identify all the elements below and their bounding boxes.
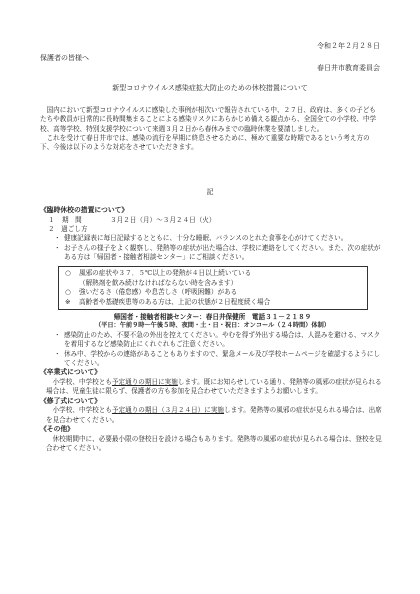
- list-item: [40, 234, 385, 243]
- list-item-text: お子さんの様子をよく観察し、発熱等の症状が出た場合は、学校に連絡をしてください。また、次の症状がある方は「帰国者・接触者相談センター」にご相談ください。: [64, 243, 381, 262]
- intro-paragraph: 国内において新型コロナウイルスに感染した事例が相次いで報告されている中、２７日、政府は、多くの子どもたちや教員が日常的に長時間集まることによる感染リスクにあらかじめ備える観点から、全国全ての小学校、中学校、高等学校、特別支援学校について来週３月２日から春休みまでの臨時休業を要請しました。: [40, 106, 377, 133]
- issuer: 春日井市教育委員会: [317, 64, 380, 72]
- circle-mark: ○: [65, 288, 71, 297]
- closing-ceremony-text: 小学校、中学校とも: [52, 406, 112, 415]
- symptom-text: 高齢者や基礎疾患等のある方は、上記の状態が２日程度続く場合: [79, 297, 271, 306]
- list-item-text: 健康記録表に毎日記録するとともに、十分な睡眠、バランスのとれた食事を心がけてください。: [64, 234, 348, 243]
- bullet-mark: ・: [54, 243, 61, 252]
- closing-ceremony-text: します。発熱等の風邪の症状が見られる場合は、出席を見合わせてください。: [46, 406, 382, 424]
- section-heading-graduation: 《卒業式について》: [40, 368, 102, 377]
- bullet-mark: ・: [54, 349, 61, 358]
- graduation-emphasis: 予定通りの期日に実施: [111, 378, 178, 387]
- period-line: [40, 216, 385, 225]
- closing-ceremony-emphasis: 予定通りの期日（３月２４日）に実施: [111, 406, 225, 415]
- section-heading-closure: 《臨時休校の措置について》: [40, 206, 129, 214]
- list-item: [40, 350, 385, 369]
- circle-mark: ○: [65, 269, 71, 278]
- symptom-note-line: [65, 279, 361, 288]
- other-paragraph: 休校期間中に、必要最小限の登校日を設ける場合もあります。発熱等の風邪の症状が見られる場合は、登校を見合わせてください。: [46, 434, 382, 453]
- period-number: １: [48, 215, 55, 224]
- consult-hours-line: （平日：午前９時～午後５時、夜間・土・日・祝日：オンコール（２４時間）体制）: [95, 322, 330, 330]
- list-item-text: 休み中、学校からの連絡があることもありますので、緊急メール及び学校ホームページを確認するようにしてください。: [64, 349, 381, 368]
- note-mark: ※: [65, 297, 71, 306]
- list-item: [40, 244, 385, 263]
- period-value: ３月２日（月）～３月２４日（火）: [110, 215, 216, 224]
- graduation-text: 小学校、中学校とも: [52, 378, 112, 387]
- symptom-line: [65, 298, 361, 307]
- consult-center-line: 帰国者・接触者相談センター：春日井保健所 電話３１－２１８９: [113, 312, 312, 321]
- symptom-line: [65, 288, 361, 297]
- intro-paragraph: これを受けて春日井市では、感染の流行を早期に終息させるために、極めて重要な時期であるという考え方の下、今後は以下のような対応をさせていただきます。: [40, 134, 370, 152]
- recipient: 保護者の皆様へ: [40, 54, 89, 62]
- how-to-spend-heading: ２ 過ごし方: [48, 225, 88, 233]
- graduation-paragraph: [40, 378, 385, 397]
- symptom-note: （解熱剤を飲み続けなければならない時を含みます）: [79, 278, 238, 287]
- notice-body: [40, 206, 385, 454]
- symptom-text: 強いだるさ（倦怠感）や息苦しさ（呼吸困難）がある: [79, 288, 238, 297]
- list-item-text: 感染防止のため、不要不急の外出を控えてください。やむを得ず外出する場合は、人混みを避ける、マスクを着用するなど感染防止にくれぐれもご注意ください。: [64, 331, 381, 349]
- bullet-mark: ・: [54, 331, 61, 340]
- symptom-line: [65, 269, 361, 278]
- section-heading-other: 《その他》: [40, 425, 74, 434]
- symptom-box: [58, 266, 368, 309]
- graduation-text: します。既にお知らせしている通り、発熱等の風邪の症状が見られる場合は、児童生徒に限らず、保護者の方も参加を見合わせていただきますようお願いします。: [46, 378, 382, 396]
- bullet-mark: ・: [54, 234, 61, 243]
- intro: [40, 106, 382, 153]
- period-label: 期 間: [62, 215, 82, 224]
- section-heading-closing-ceremony: 《修了式について》: [40, 396, 102, 405]
- notice-title: 新型コロナウイルス感染症拡大防止のための休校措置について: [112, 84, 308, 92]
- ki-heading: 記: [206, 188, 214, 196]
- notice-date: 令和２年２月２８日: [317, 42, 380, 50]
- list-item: [40, 331, 385, 350]
- symptom-text: 風邪の症状や３７．５℃以上の発熱が４日以上続いている: [79, 269, 252, 278]
- closing-ceremony-paragraph: [40, 406, 385, 425]
